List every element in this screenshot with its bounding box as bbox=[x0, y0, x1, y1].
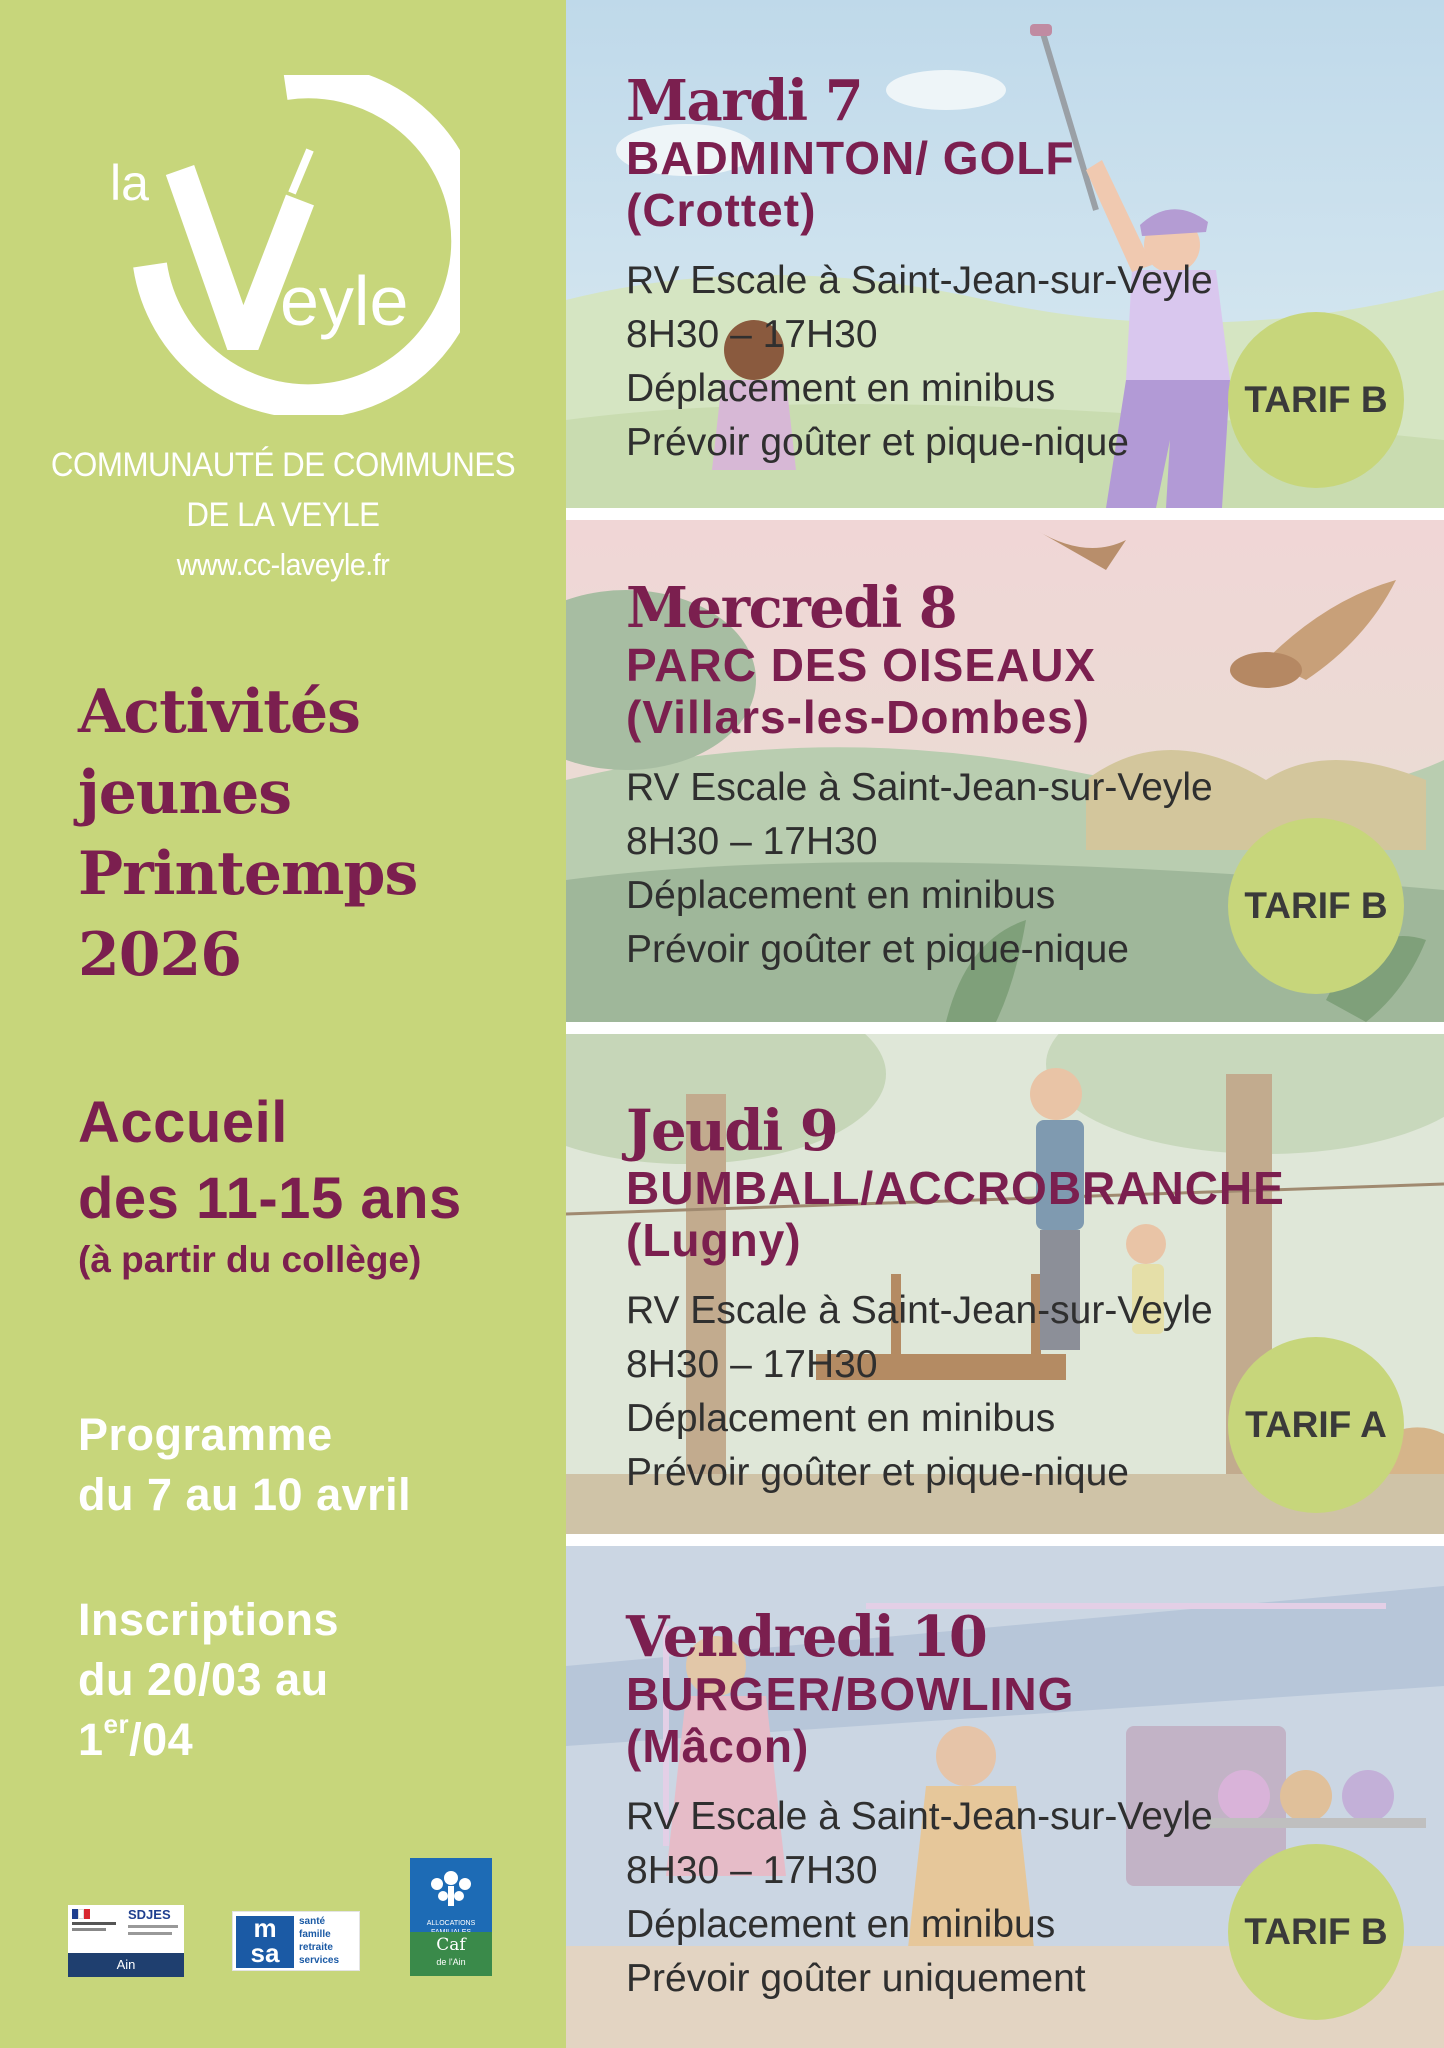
inscriptions-line-1: Inscriptions bbox=[78, 1594, 340, 1645]
partner-logos bbox=[0, 1850, 566, 1980]
title-line-4: 2026 bbox=[78, 920, 241, 990]
event-content bbox=[626, 577, 1213, 977]
title-line-1: Activités bbox=[78, 677, 360, 747]
event-food: Prévoir goûter et pique-nique bbox=[626, 928, 1129, 971]
event-day: Jeudi 9 bbox=[626, 1098, 838, 1164]
msa-line: santé bbox=[299, 1916, 326, 1927]
event-transport: Déplacement en minibus bbox=[626, 367, 1056, 410]
event-panel-mardi bbox=[566, 0, 1444, 508]
caf-top-text: ALLOCATIONS bbox=[426, 1920, 476, 1927]
inscriptions-day: 1 bbox=[78, 1714, 104, 1765]
event-details bbox=[626, 761, 1213, 977]
event-activity: BURGER/BOWLING bbox=[626, 1668, 1075, 1720]
msa-logo: m sa santé famille retraite services bbox=[232, 1911, 360, 1971]
msa-line: services bbox=[299, 1955, 340, 1966]
programme-block bbox=[78, 1405, 411, 1525]
event-panel-vendredi bbox=[566, 1546, 1444, 2048]
event-details bbox=[626, 1284, 1285, 1500]
event-food: Prévoir goûter uniquement bbox=[626, 1957, 1086, 2000]
event-meeting: RV Escale à Saint-Jean-sur-Veyle bbox=[626, 1289, 1213, 1332]
event-details bbox=[626, 254, 1213, 470]
event-panel-mercredi bbox=[566, 520, 1444, 1022]
event-place: (Villars-les-Dombes) bbox=[626, 691, 1090, 743]
event-day: Mercredi 8 bbox=[626, 575, 957, 641]
accueil-line-1: Accueil bbox=[78, 1090, 288, 1155]
tarif-badge: TARIF B bbox=[1228, 312, 1404, 488]
caf-logo bbox=[410, 1858, 492, 1976]
logo-text-la: la bbox=[110, 155, 149, 211]
event-activity: BUMBALL/ACCROBRANCHE bbox=[626, 1162, 1285, 1214]
event-hours: 8H30 – 17H30 bbox=[626, 820, 878, 863]
event-food: Prévoir goûter et pique-nique bbox=[626, 1451, 1129, 1494]
panel-divider bbox=[566, 1534, 1444, 1546]
event-food: Prévoir goûter et pique-nique bbox=[626, 421, 1129, 464]
event-day: Vendredi 10 bbox=[626, 1604, 987, 1670]
inscriptions-block bbox=[78, 1590, 339, 1770]
inscriptions-month: /04 bbox=[129, 1714, 194, 1765]
event-transport: Déplacement en minibus bbox=[626, 1397, 1056, 1440]
event-day: Mardi 7 bbox=[626, 68, 863, 134]
event-place: (Lugny) bbox=[626, 1214, 802, 1266]
tarif-badge: TARIF B bbox=[1228, 1844, 1404, 2020]
event-activity: BADMINTON/ GOLF bbox=[626, 132, 1075, 184]
msa-line: retraite bbox=[299, 1942, 333, 1953]
title-line-2: jeunes bbox=[78, 758, 292, 828]
event-hours: 8H30 – 17H30 bbox=[626, 1343, 878, 1386]
age-group-block bbox=[78, 1085, 462, 1283]
event-place: (Mâcon) bbox=[626, 1720, 810, 1772]
event-details bbox=[626, 1790, 1213, 2006]
event-panel-jeudi bbox=[566, 1034, 1444, 1534]
caf-emblem-icon bbox=[410, 1858, 492, 1914]
event-content bbox=[626, 1100, 1285, 1500]
sdjes-dept: Ain bbox=[68, 1953, 184, 1977]
caf-name: Caf bbox=[436, 1935, 466, 1955]
event-activity: PARC DES OISEAUX bbox=[626, 639, 1097, 691]
event-place: (Crottet) bbox=[626, 184, 817, 236]
event-transport: Déplacement en minibus bbox=[626, 874, 1056, 917]
left-column bbox=[0, 0, 566, 2048]
page-title bbox=[78, 672, 417, 996]
panel-divider bbox=[566, 1022, 1444, 1034]
inscriptions-line-2: du 20/03 au bbox=[78, 1654, 329, 1705]
sdjes-logo bbox=[68, 1905, 184, 1977]
tarif-badge: TARIF A bbox=[1228, 1337, 1404, 1513]
event-hours: 8H30 – 17H30 bbox=[626, 313, 878, 356]
tarif-badge: TARIF B bbox=[1228, 818, 1404, 994]
event-content bbox=[626, 1606, 1213, 2006]
sdjes-name: SDJES bbox=[128, 1907, 171, 1922]
org-line-1: COMMUNAUTÉ DE COMMUNES bbox=[50, 446, 516, 484]
org-line-2: DE LA VEYLE bbox=[186, 496, 380, 534]
caf-sub: de l'Ain bbox=[436, 1957, 466, 1967]
logo-text-veyle: eyle bbox=[280, 262, 409, 340]
event-content bbox=[626, 70, 1213, 470]
website-link[interactable]: www.cc-laveyle.fr bbox=[176, 547, 390, 582]
event-transport: Déplacement en minibus bbox=[626, 1903, 1056, 1946]
organisation-name bbox=[23, 440, 544, 590]
inscriptions-ordinal: er bbox=[103, 1709, 130, 1739]
accueil-line-2: des 11-15 ans bbox=[78, 1166, 462, 1231]
accueil-line-3: (à partir du collège) bbox=[78, 1239, 422, 1280]
event-hours: 8H30 – 17H30 bbox=[626, 1849, 878, 1892]
event-meeting: RV Escale à Saint-Jean-sur-Veyle bbox=[626, 766, 1213, 809]
programme-line-2: du 7 au 10 avril bbox=[78, 1469, 412, 1520]
panel-divider bbox=[566, 508, 1444, 520]
title-line-3: Printemps bbox=[78, 839, 418, 909]
la-veyle-logo bbox=[110, 75, 460, 415]
event-meeting: RV Escale à Saint-Jean-sur-Veyle bbox=[626, 259, 1213, 302]
programme-line-1: Programme bbox=[78, 1409, 333, 1460]
event-meeting: RV Escale à Saint-Jean-sur-Veyle bbox=[626, 1795, 1213, 1838]
inscriptions-line-3 bbox=[78, 1710, 339, 1770]
msa-line: famille bbox=[299, 1929, 331, 1940]
